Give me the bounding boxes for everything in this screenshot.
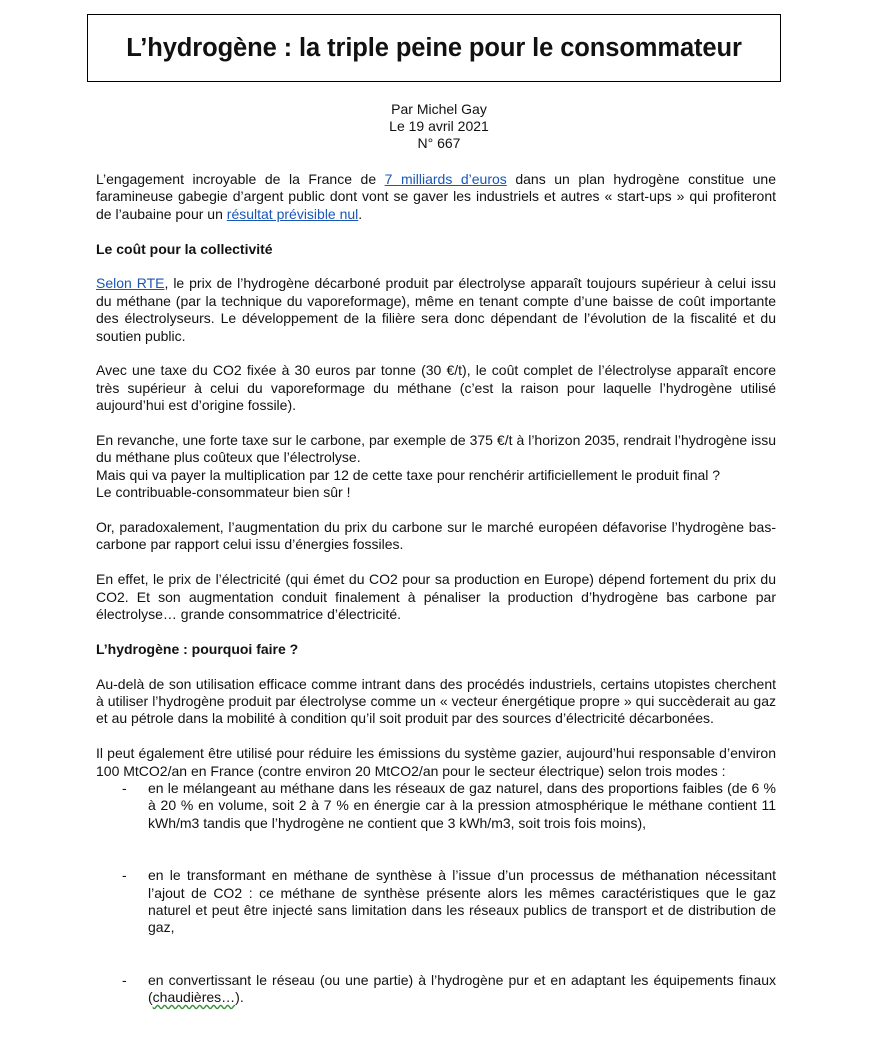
paragraph-utopistes: Au-delà de son utilisation efficace comme intrant dans des procédés industriels, certains utopistes cherchent à utiliser l’hydrogène produit par électrolyse comme un « vecteur énergétique propre » qui succèderait au gaz et au pétrole dans la mobilité à condition qu’il soit produit par des sources d’électricité décarbonées. [96, 675, 776, 727]
paragraph-paradoxe: Or, paradoxalement, l’augmentation du prix du carbone sur le marché européen défavorise l’hydrogène bas-carbone par rapport celui issu d’énergies fossiles. [96, 519, 776, 553]
paragraph-systeme-gazier: Il peut également être utilisé pour réduire les émissions du système gazier, aujourd’hui responsable d’environ 100 MtCO2/an en France (contre environ 20 MtCO2/an pour le secteur électrique) selon trois modes : [96, 745, 776, 779]
modes-list [96, 780, 776, 1006]
paragraph-question: Mais qui va payer la multiplication par 12 de cette taxe pour renchérir artificiellement le produit final ? [96, 466, 721, 483]
link-7-milliards[interactable]: 7 milliards d’euros [384, 171, 507, 187]
spellcheck-underlined-word: chaudières… [152, 988, 236, 1005]
publication-date: Le 19 avril 2021 [389, 118, 489, 134]
paragraph-contribuable: Le contribuable-consommateur bien sûr ! [96, 484, 351, 501]
paragraph-electricite: En effet, le prix de l’électricité (qui émet du CO2 pour sa production en Europe) dépend fortement du prix du CO2. Et son augmentation conduit finalement à pénaliser la production d’hydrogène bas carbone par électrolyse… grande consommatrice d’électricité. [96, 571, 776, 623]
section-heading-cout: Le coût pour la collectivité [96, 240, 273, 257]
link-resultat-previsible[interactable]: résultat prévisible nul [226, 205, 359, 222]
paragraph-taxe-375: En revanche, une forte taxe sur le carbone, par exemple de 375 €/t à l’horizon 2035, rendrait l’hydrogène issu du méthane plus coûteux que l’électrolyse. [96, 432, 776, 466]
title-box [87, 14, 781, 82]
list-item: - en le transformant en méthane de synthèse à l’issue d’un processus de méthanation nécessitant l’ajout de CO2 : ce méthane de synthèse présente alors les mêmes caractéristiques que le gaz naturel et peut être injecté sans limitation dans les réseaux publics de transport et de distribution de gaz, [122, 867, 776, 936]
document-title: L’hydrogène : la triple peine pour le consommateur [126, 33, 742, 62]
byline [0, 101, 878, 152]
section-heading-pourquoi: L’hydrogène : pourquoi faire ? [96, 640, 299, 657]
list-item: - en convertissant le réseau (ou une partie) à l’hydrogène pur et en adaptant les équipements finaux (chaudières…). [122, 971, 776, 1005]
article-body [96, 171, 776, 1041]
paragraph-rte: Selon RTE, le prix de l’hydrogène décarboné produit par électrolyse apparaît toujours supérieur à celui issu du méthane (par la technique du vaporeformage), même en tenant compte d’une baisse de coût importante des électrolyseurs. Le développement de la filière sera donc dépendant de l’évolution de la fiscalité et du soutien public. [96, 275, 776, 344]
list-item: - en le mélangeant au méthane dans les réseaux de gaz naturel, dans des proportions faibles (de 6 % à 20 % en volume, soit 2 à 7 % en énergie car à la pression atmosphérique le méthane contient 11 kWh/m3 tandis que l’hydrogène ne contient que 3 kWh/m3, soit trois fois moins), [122, 780, 776, 831]
link-selon-rte[interactable]: Selon RTE [96, 275, 165, 292]
paragraph-taxe-30: Avec une taxe du CO2 fixée à 30 euros par tonne (30 €/t), le coût complet de l’électrolyse apparaît encore très supérieur à celui du vaporeformage du méthane (c’est la raison pour laquelle l’hydrogène utilisé aujourd’hui est d’origine fossile). [96, 362, 776, 414]
issue-number: N° 667 [417, 135, 461, 151]
intro-paragraph: L’engagement incroyable de la France de 7 milliards d’euros dans un plan hydrogène constitue une faramineuse gabegie d’argent public dont vont se gaver les industriels et autres « start-ups » qui profiteront de l’aubaine pour un résultat prévisible nul. [96, 171, 777, 222]
author: Par Michel Gay [391, 101, 487, 117]
